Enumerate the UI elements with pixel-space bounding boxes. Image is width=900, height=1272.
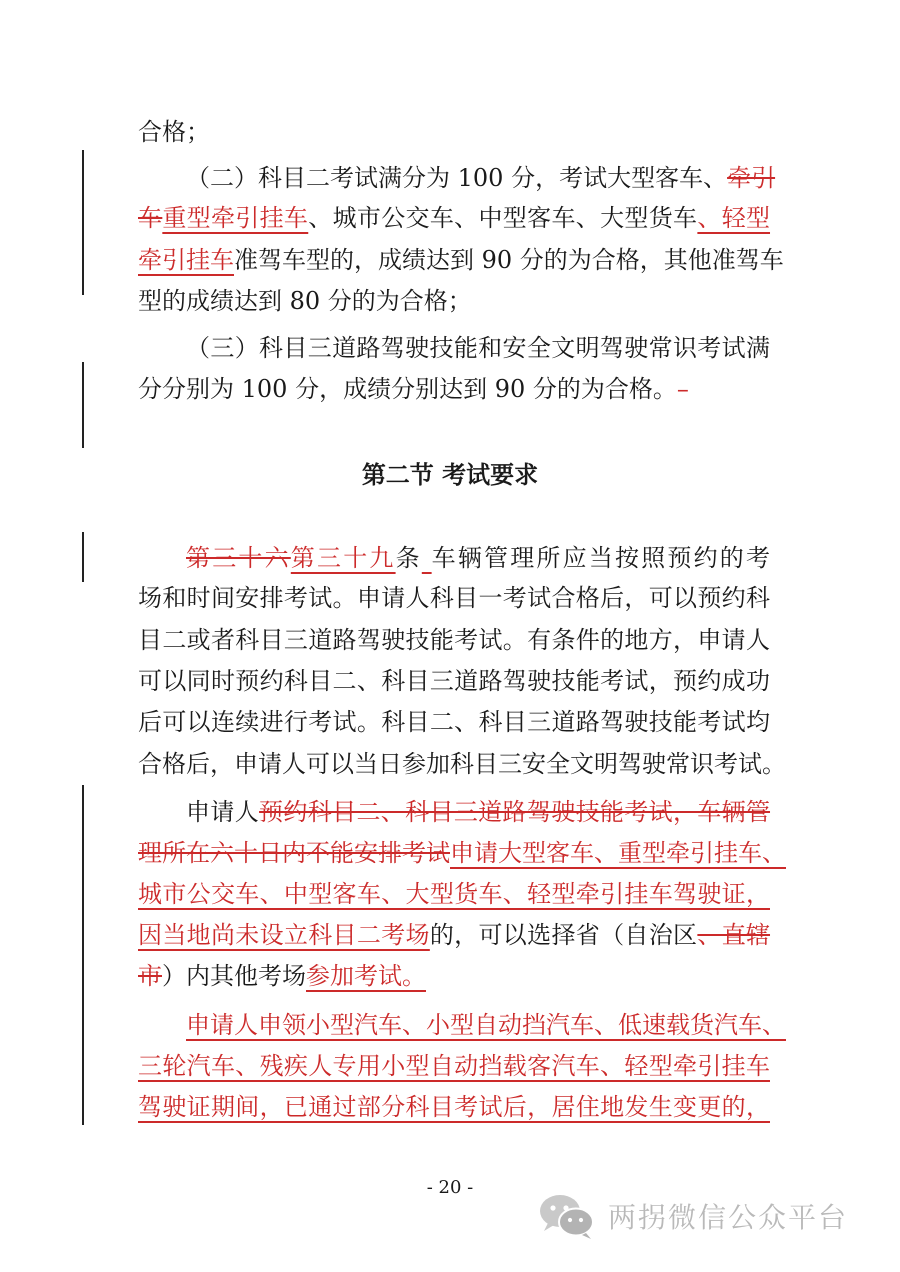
inserted-text: 申请大型客车、重型牵引挂车、 <box>450 839 786 867</box>
text-segment: （三）科目三道路驾驶技能和安全文明驾驶常识考试满 <box>186 334 770 362</box>
deleted-text: 理所在六十日内不能安排考试 <box>138 839 450 867</box>
change-bar <box>82 785 84 1125</box>
text-line <box>138 625 770 655</box>
deleted-text: 第三十六 <box>186 544 291 572</box>
text-segment: 型的成绩达到 80 分的为合格； <box>138 287 472 315</box>
inserted-text: 牵引挂车 <box>138 246 234 274</box>
text-line <box>138 203 770 233</box>
text-line <box>138 666 770 696</box>
text-line <box>186 543 770 573</box>
text-segment: 申请人 <box>186 798 260 826</box>
text-line <box>138 117 210 147</box>
text-segment: 准驾车型的，成绩达到 90 分的为合格，其他准驾车 <box>234 246 784 274</box>
text-segment: 分分别为 100 分，成绩分别达到 90 分的为合格。 <box>138 375 677 403</box>
page-number: - 20 - <box>426 1177 474 1198</box>
inserted-text: 第三十九 <box>290 544 396 572</box>
inserted-text: 三轮汽车、残疾人专用小型自动挡载客汽车、轻型牵引挂车 <box>138 1052 770 1080</box>
change-bar <box>82 532 84 582</box>
deleted-text: 、直辖 <box>697 921 771 949</box>
deleted-text: 预约科目二、科目三道路驾驶技能考试，车辆管 <box>259 798 771 826</box>
text-segment: 目二或者科目三道路驾驶技能考试。有条件的地方，申请人 <box>138 626 770 654</box>
change-bar <box>82 362 84 448</box>
deleted-text: 车 <box>138 204 163 232</box>
inserted-text: 参加考试。 <box>306 962 426 990</box>
section-title: 第二节 考试要求 <box>361 460 539 489</box>
text-segment: ）内其他考场 <box>162 962 306 990</box>
text-line <box>138 245 784 275</box>
text-line <box>138 749 786 779</box>
text-line <box>138 583 770 613</box>
text-segment: 合格； <box>138 118 210 146</box>
text-line <box>138 961 426 991</box>
text-segment: 、城市公交车、中型客车、大型货车 <box>308 204 698 232</box>
text-segment: 后可以连续进行考试。科目二、科目三道路驾驶技能考试均 <box>138 708 770 736</box>
text-line <box>186 1010 786 1040</box>
revision-mark: – <box>676 375 689 403</box>
inserted-text: 因当地尚未设立科目二考场 <box>138 921 430 949</box>
inserted-text <box>422 544 432 572</box>
text-line <box>138 920 770 950</box>
text-line <box>138 707 770 737</box>
wechat-icon <box>536 1191 598 1241</box>
text-line <box>138 1092 770 1122</box>
text-line <box>138 1051 770 1081</box>
inserted-text: 驾驶证期间，已通过部分科目考试后，居住地发生变更的， <box>138 1093 770 1121</box>
deleted-text: 牵引 <box>727 164 776 192</box>
text-segment: 车辆管理所应当按照预约的考 <box>431 544 771 572</box>
text-line <box>138 879 770 909</box>
watermark <box>536 1186 848 1246</box>
text-segment: 合格后，申请人可以当日参加科目三安全文明驾驶常识考试。 <box>138 750 786 778</box>
text-line <box>138 374 689 404</box>
text-segment: 可以同时预约科目二、科目三道路驾驶技能考试，预约成功 <box>138 667 770 695</box>
change-bar <box>82 150 84 295</box>
text-segment: 条 <box>395 544 422 572</box>
inserted-text: 城市公交车、中型客车、大型货车、轻型牵引挂车驾驶证， <box>138 880 770 908</box>
text-line <box>138 286 472 316</box>
text-line <box>138 838 786 868</box>
text-segment: （二）科目二考试满分为 100 分，考试大型客车、 <box>186 164 728 192</box>
text-line <box>186 333 770 363</box>
text-line <box>186 797 770 827</box>
text-segment: 的，可以选择省（自治区 <box>429 921 698 949</box>
watermark-text: 两拐微信公众平台 <box>608 1201 849 1234</box>
text-line <box>186 163 776 193</box>
text-segment: 场和时间安排考试。申请人科目一考试合格后，可以预约科 <box>138 584 770 612</box>
inserted-text: 重型牵引挂车 <box>162 204 309 232</box>
inserted-text: 申请人申领小型汽车、小型自动挡汽车、低速载货汽车、 <box>186 1011 786 1039</box>
deleted-text: 市 <box>138 962 162 990</box>
inserted-text: 、轻型 <box>697 204 771 232</box>
